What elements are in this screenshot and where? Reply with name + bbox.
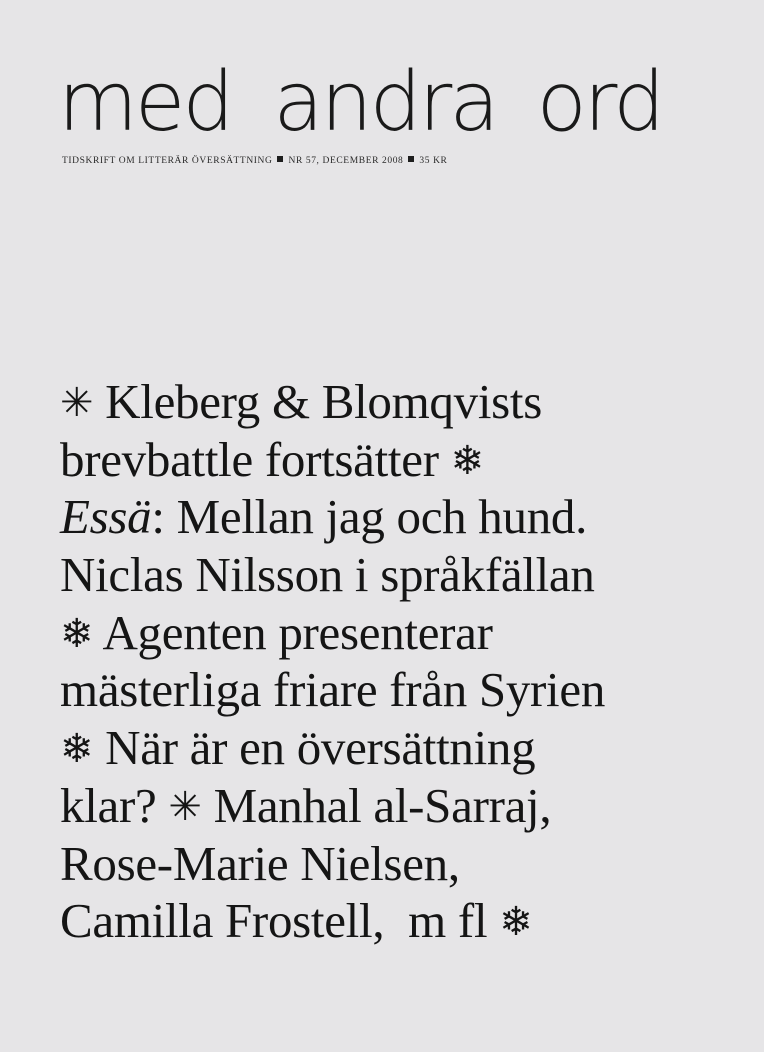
price: 35 KR <box>419 156 448 166</box>
snowflake-icon: ❄ <box>60 726 94 772</box>
contents-text: : Mellan jag och hund. <box>151 489 588 545</box>
contents-text: brevbattle fortsätter <box>60 431 439 487</box>
contents-line <box>60 431 750 489</box>
snowflake-icon: ❄ <box>60 610 94 656</box>
contents-line <box>60 604 750 662</box>
contents-text: klar? <box>60 777 157 833</box>
contents-line <box>60 373 750 431</box>
thin-asterisk-icon: ✳ <box>60 380 94 425</box>
cover-contents <box>60 373 750 950</box>
essay-label: Essä <box>60 489 152 545</box>
title-word-med: med <box>58 55 232 150</box>
contents-text: Agenten presenterar <box>102 604 493 660</box>
contents-line <box>60 777 750 835</box>
contents-line <box>60 892 750 950</box>
thin-asterisk-icon: ✳ <box>168 783 202 829</box>
contents-line <box>60 546 750 604</box>
contents-line <box>60 488 750 546</box>
contents-text: När är en översättning <box>105 720 536 776</box>
contents-line <box>60 835 750 893</box>
contents-text: Niclas Nilsson i språkfällan <box>60 547 595 603</box>
issue-subline <box>62 156 448 166</box>
contents-line <box>60 719 750 777</box>
magazine-title <box>58 55 663 150</box>
square-bullet-icon <box>277 156 283 162</box>
contents-text: mästerliga friare från Syrien <box>60 662 606 718</box>
title-word-ord: ord <box>536 55 663 150</box>
tagline: TIDSKRIFT OM LITTERÄR ÖVERSÄTTNING <box>62 156 273 166</box>
contents-line <box>60 661 750 719</box>
title-word-andra: andra <box>273 55 497 150</box>
snowflake-icon: ❄ <box>450 437 484 483</box>
contents-text: Rose-Marie Nielsen, <box>60 835 460 891</box>
contents-text: Manhal al-Sarraj, <box>213 777 552 833</box>
contents-text: Camilla Frostell, m fl <box>60 893 488 949</box>
square-bullet-icon <box>408 156 414 162</box>
issue-number: NR 57, DECEMBER 2008 <box>288 156 404 166</box>
snowflake-icon: ❄ <box>499 899 533 945</box>
contents-text: Kleberg & Blomqvists <box>105 374 542 429</box>
